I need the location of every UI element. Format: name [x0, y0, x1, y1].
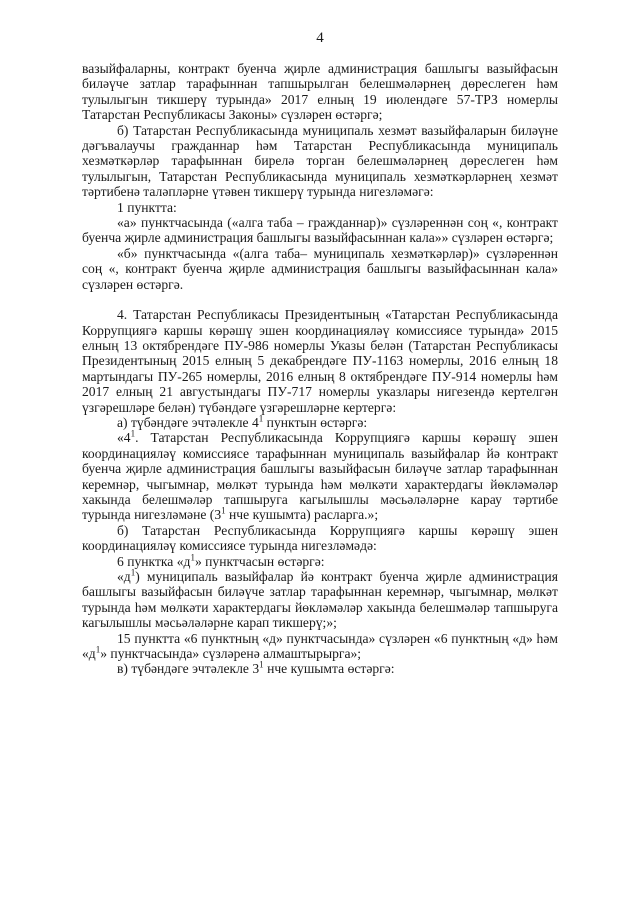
- superscript: 1: [258, 413, 264, 424]
- text-segment: нче кушымта) расларга.»;: [225, 507, 379, 523]
- superscript: 1: [130, 428, 136, 439]
- paragraph-point-4-1-text: [82, 430, 558, 522]
- text-segment: 15 пунктта «6 пунктның «д» пунктчасында» сүзләрен «6 пунктның «д» һәм «д: [82, 630, 558, 662]
- paragraph-commission-regulation: б) Татарстан Республикасында Коррупциягә каршы көрәшү эшен координацияләү комиссиясе турында нигезләмәдә:: [82, 522, 558, 554]
- paragraph-point-1: 1 пунктта:: [117, 199, 177, 215]
- superscript: 1: [190, 552, 195, 563]
- paragraph-subpoint-b: «б» пунктчасында «(алга таба– муниципаль хезмәткәрләр)» сүзләреннән соң «, контракт буенча җирле администрация башлыгы вазыйфасыннан кала» сүзләрен өстәргә.: [82, 245, 558, 292]
- paragraph-section-4-decree: 4. Татарстан Республикасы Президентының «Татарстан Республикасында Коррупциягә каршы көрәшү эшен координацияләү комиссиясе турында» 2015 елның 13 октябрендәге ПУ-986 номерлы Указы белән (Татарстан Республикасы Президентының 2015 елның 5 декабрендәге ПУ-1163 номерлы, 2016 елның 18 мартындагы ПУ-265 номерлы, 2016 елның 8 октябрендәге ПУ-914 номерлы һәм 2017 елның 21 августындагы ПУ-717 номерлы указлары нигезендә кертелгән үзгәрешләре белән) түбәндәге үзгәрешләрне кертергә:: [82, 307, 558, 415]
- superscript: 1: [130, 567, 136, 578]
- paragraph-add-point-4-1: [82, 415, 558, 430]
- page-number: 4: [316, 30, 324, 46]
- text-segment: «д: [117, 569, 131, 584]
- paragraph-law-reference: вазыйфаларны, контракт буенча җирле администрация башлыгы вазыйфасын биләүче затлар тарафыннан тапшырылган белешмәләрнең дөреслеген һәм тулылыгын тикшерү турында» 2017 елның 19 июлендәге 57-ТРЗ номерлы Татарстан Республикасы Законы» сүзләрен өстәргә;: [82, 61, 558, 123]
- text-segment: пунктын өстәргә:: [263, 414, 368, 430]
- paragraph-point-15-replace: [82, 631, 558, 662]
- text-segment: » пунктчасында» сүзләренә алмаштырырга»;: [100, 646, 362, 662]
- paragraph-point-6-add: [82, 554, 558, 569]
- text-segment: а) түбәндәге эчтәлекле 4: [117, 414, 259, 430]
- text-segment: » пунктчасын өстәргә:: [194, 553, 325, 569]
- document-body: [82, 61, 558, 677]
- text-segment: в) түбәндәге эчтәлекле 3: [117, 661, 260, 677]
- superscript: 1: [95, 644, 101, 655]
- text-segment: «4: [117, 430, 131, 446]
- paragraph-subpoint-a: «а» пунктчасында («алга таба – гражданнар)» сүзләреннән соң «, контракт буенча җирле администрация башлыгы вазыйфасыннан кала»» сүзләрен өстәргә;: [82, 215, 558, 246]
- text-segment: ) муниципаль вазыйфалар йә контракт буенча җирле администрация башлыгы вазыйфасын биләүче затлар тарафыннан керемнәр, чыгымнар, мөлкәт турында һәм мөлкәти характердагы йөкләмәләр хакында белешмәләр тапшыруга кагылышлы мәсьәләләрне карап тикшерү;»;: [82, 569, 558, 631]
- text-segment: 6 пунктка «д: [117, 553, 191, 569]
- text-segment: . Татарстан Республикасында Коррупциягә каршы көрәшү эшен координацияләү комиссиясе тарафыннан муниципаль вазыйфалар йә контракт буенча җирле администрация башлыгы вазыйфасын биләүче затлар тарафыннан керемнәр, чыгымнар, мөлкәт турында һәм мөлкәти характердагы йөкләмәләр хакында белешмәләр тапшыруга кагылышлы мәсьәләләрне карау тәртибе турында нигезләмәне (3: [82, 430, 558, 523]
- paragraph-item-b-regulation: б) Татарстан Республикасында муниципаль хезмәт вазыйфаларын биләүне дәгъвалаучы гражданнар һәм Татарстан Республикасында муниципаль хезмәткәрләр тарафыннан бирелә торган белешмәләрнең дөреслеген һәм тулылыгын, Татарстан Республикасында муниципаль хезмәткәрләрнең хезмәт тәртибенә таләпләрне үтәвен тикшерү турында нигезләмәгә:: [82, 122, 558, 200]
- paragraph-subpoint-d1-text: [82, 569, 558, 631]
- paragraph-appendix-3-1-add: [82, 661, 558, 676]
- superscript: 1: [259, 659, 264, 670]
- text-segment: нче кушымта өстәргә:: [263, 661, 395, 677]
- superscript: 1: [221, 505, 226, 516]
